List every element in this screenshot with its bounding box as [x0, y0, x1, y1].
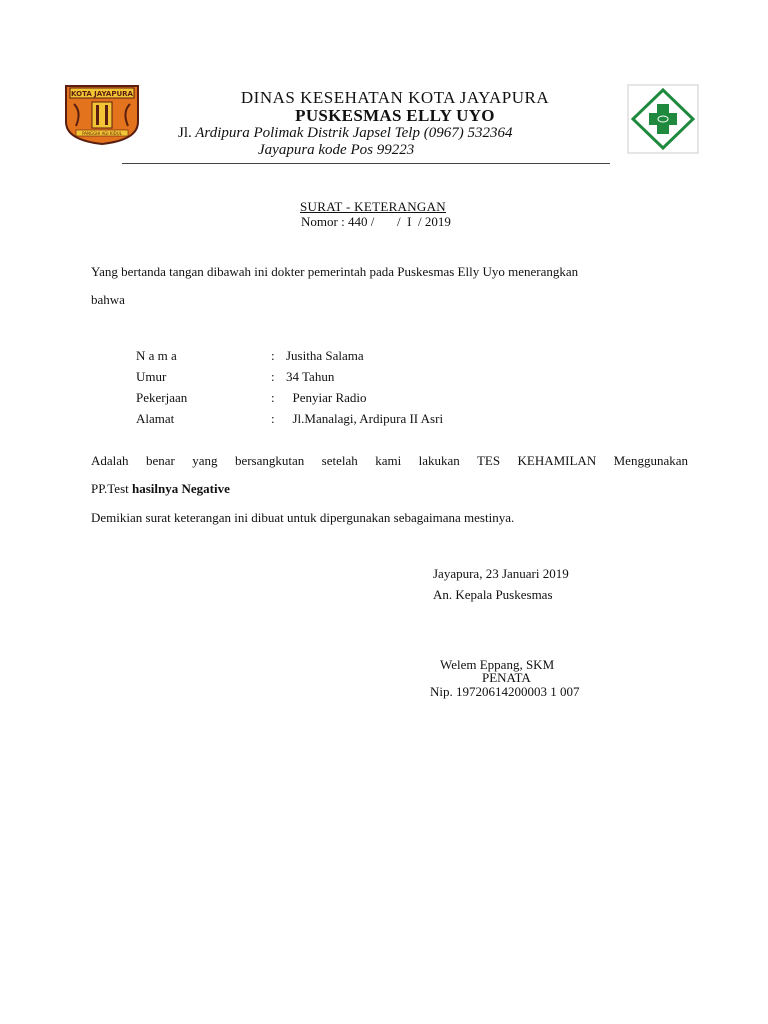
- closing-statement: Demikian surat keterangan ini dibuat untuk dipergunakan sebagaimana mestinya.: [91, 510, 515, 525]
- signatory-nip: Nip. 19720614200003 1 007: [430, 684, 580, 699]
- letter-title: SURAT - KETERANGAN: [300, 199, 446, 214]
- address-line-1: [178, 125, 512, 142]
- field-label-pekerjaan: Pekerjaan: [136, 390, 188, 405]
- header-divider: [122, 163, 610, 164]
- field-colon: :: [271, 348, 275, 363]
- field-colon: :: [271, 369, 275, 384]
- signatory-rank: PENATA: [482, 670, 531, 685]
- address-text: Ardipura Polimak Distrik Japsel Telp (0967) 532364: [191, 125, 513, 141]
- field-label-alamat: Alamat: [136, 411, 175, 426]
- address-prefix: Jl.: [178, 125, 192, 141]
- test-result: hasilnya Negative: [132, 481, 230, 496]
- field-colon: :: [271, 390, 275, 405]
- office-name: DINAS KESEHATAN KOTA JAYAPURA: [240, 88, 550, 107]
- signatory-name: Welem Eppang, SKM: [440, 657, 555, 672]
- puskesmas-name: PUSKESMAS ELLY UYO: [295, 106, 495, 125]
- intro-line-2: bahwa: [91, 292, 125, 307]
- intro-line-1: Yang bertanda tangan dibawah ini dokter pemerintah pada Puskesmas Elly Uyo menerangkan: [91, 264, 579, 279]
- place-date: Jayapura, 23 Januari 2019: [433, 566, 569, 581]
- field-value-umur: 34 Tahun: [286, 369, 335, 384]
- address-line-2: Jayapura kode Pos 99223: [258, 142, 415, 158]
- logo-motto-text: PANGGHI AGI KIDUL: [82, 131, 122, 136]
- kota-jayapura-logo: [62, 82, 142, 146]
- letter-number: Nomor : 440 / / I / 2019: [301, 214, 451, 229]
- statement-line-1: Adalah benar yang bersangkutan setelah kami lakukan TES KEHAMILAN Menggunakan: [91, 453, 688, 468]
- logo-title-text: KOTA JAYAPURA: [71, 90, 133, 98]
- field-label-nama: N a m a: [136, 348, 177, 363]
- statement-prefix: PP.Test: [91, 481, 132, 496]
- field-label-umur: Umur: [136, 369, 167, 384]
- on-behalf-of: An. Kepala Puskesmas: [433, 587, 553, 602]
- field-value-alamat: Jl.Manalagi, Ardipura II Asri: [286, 411, 444, 426]
- field-value-nama: Jusitha Salama: [286, 348, 364, 363]
- field-value-pekerjaan: Penyiar Radio: [286, 390, 367, 405]
- field-colon: :: [271, 411, 275, 426]
- statement-line-2: [91, 481, 230, 497]
